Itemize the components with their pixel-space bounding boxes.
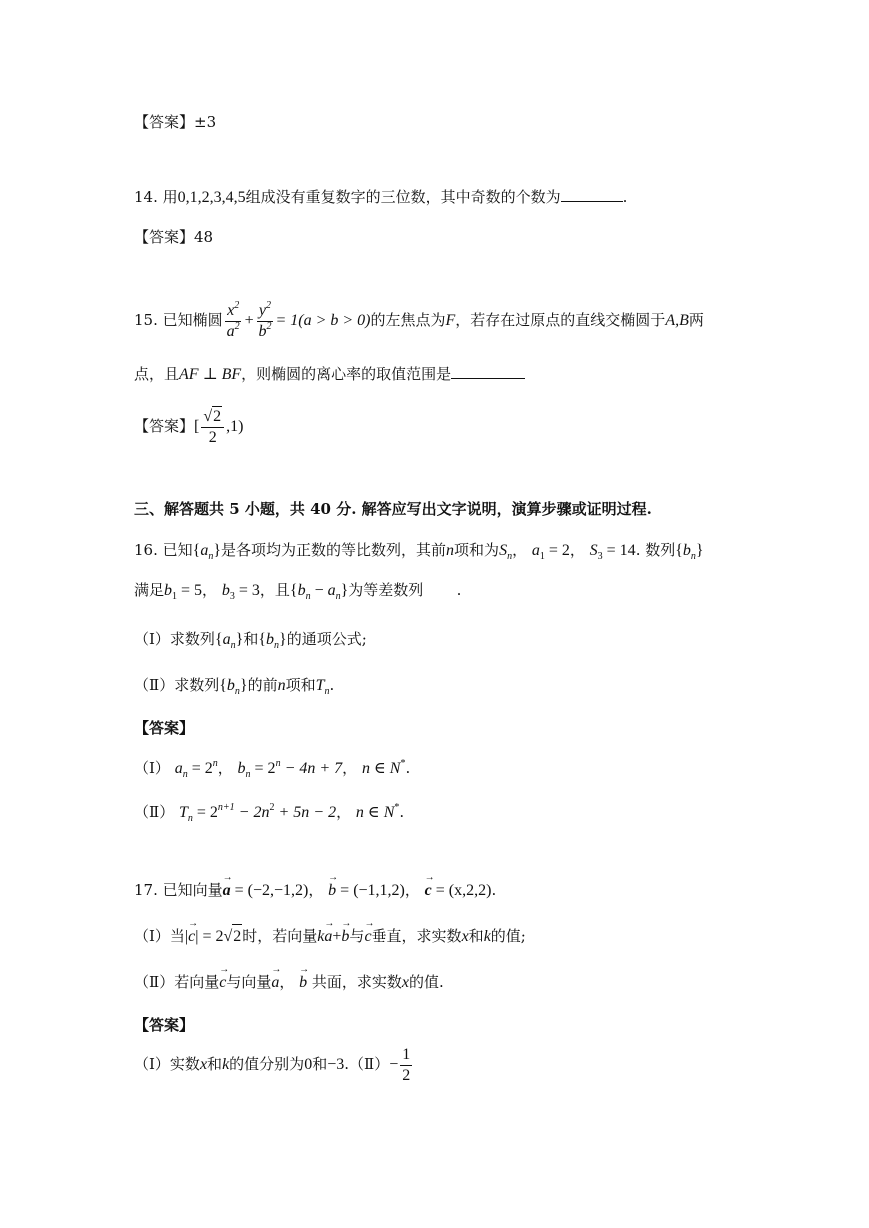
- question-17: 17. 已知向量→ a = (−2,−1,2)， → b = (−1,1,2)， → c = (x,2,2).: [134, 878, 496, 903]
- question-text: 两: [688, 311, 704, 329]
- question-16-part1: （Ⅰ）求数列$\{a_n\}$和$\{b_n\}$的通项公式;: [134, 630, 367, 651]
- question-text: 共面，求实数: [311, 973, 402, 991]
- question-text: （Ⅰ）当: [134, 927, 185, 945]
- question-16-line2: 满足$b_1 = 5$， $b_3 = 3$，且$\{b_n - a_n\}$为等差数列 .: [134, 581, 462, 602]
- question-text: 与向量: [226, 973, 272, 991]
- answer-17-body: （Ⅰ）实数x和k的值分别为0和−3.（Ⅱ）− $\frac{1}{2}$: [134, 1045, 411, 1084]
- question-text: ，且: [259, 581, 290, 599]
- question-text: 垂直，求实数: [371, 927, 462, 945]
- answer-label: 【答案】: [134, 417, 195, 435]
- answer-13: [134, 110, 216, 134]
- fraction-y: $\frac{y^2}{b^2}$: [258, 299, 272, 340]
- answer-16-part2: （Ⅱ） $T_n = 2^{n+1} - 2n^2 + 5n - 2$， n ∈ N*.: [134, 802, 405, 824]
- question-text: 是各项均为正数的等比数列，其前: [221, 541, 447, 559]
- question-number: 15.: [134, 311, 158, 329]
- answer-blank: [561, 187, 623, 202]
- part-label: （Ⅱ）: [134, 803, 175, 821]
- answer-text: .（Ⅱ）: [344, 1055, 390, 1073]
- question-text: 组成没有重复数字的三位数，其中奇数的个数为: [245, 188, 561, 206]
- question-text: 和: [243, 630, 259, 648]
- answer-17-label: 【答案】: [134, 1016, 195, 1034]
- question-text: 和: [468, 927, 484, 945]
- fraction-sqrt2-over-2: $\frac{√2}{2}$: [201, 406, 224, 448]
- section-heading: 三、解答题共 5 小题，共 40 分. 解答应写出文字说明，演算步骤或证明过程.: [134, 500, 652, 518]
- question-text: 时，若向量: [242, 927, 318, 945]
- math-condition: AF ⊥ BF: [179, 366, 242, 383]
- fraction-x: $\frac{x^2}{a^2}$: [226, 299, 240, 340]
- question-text: 的通项公式;: [286, 630, 367, 648]
- question-text: 的值.: [409, 973, 444, 991]
- question-number: 16.: [134, 541, 158, 559]
- question-text: 为等差数列: [348, 581, 424, 599]
- bracket: ,1): [226, 418, 244, 435]
- question-text: 用: [162, 188, 178, 206]
- answer-14: [134, 225, 213, 249]
- question-16-part2: （Ⅱ）求数列$\{b_n\}$的前n项和$T_n$.: [134, 676, 335, 697]
- part-label: （Ⅰ）: [134, 759, 170, 777]
- question-text: . 数列: [635, 541, 676, 559]
- math-digits: 0,1,2,3,4,5: [177, 189, 246, 206]
- question-text: .: [622, 188, 628, 206]
- math-var: n: [446, 542, 455, 559]
- question-text: 项和为: [454, 541, 500, 559]
- question-text: 点，且: [134, 365, 180, 383]
- fraction-one-half: $\frac{1}{2}$: [402, 1045, 411, 1084]
- question-text: 已知向量: [162, 881, 223, 899]
- question-text: （Ⅱ）若向量: [134, 973, 220, 991]
- answer-text: 和: [207, 1055, 223, 1073]
- question-number: 14.: [134, 188, 158, 206]
- question-16: 16. 已知$\{a_n\}$是各项均为正数的等比数列，其前n项和为$S_n$， $a_1 = 2$， $S_3 = 14$. 数列$\{b_n\}$: [134, 541, 704, 562]
- answer-label: 【答案】: [134, 113, 195, 131]
- question-text: 的值;: [490, 927, 526, 945]
- math-points: A,B: [665, 312, 689, 329]
- answer-value: ±3: [194, 113, 217, 131]
- question-text: ，则椭圆的离心率的取值范围是: [241, 365, 452, 383]
- question-text: 已知椭圆: [162, 311, 223, 329]
- answer-text: 和: [312, 1055, 328, 1073]
- answer-15: [134, 402, 243, 451]
- question-text: 满足: [134, 581, 165, 599]
- bracket: [: [194, 418, 200, 435]
- answer-blank: [451, 364, 525, 379]
- question-text: 与: [349, 927, 365, 945]
- question-text: 的左焦点为: [370, 311, 446, 329]
- question-text: （Ⅰ）求数列: [134, 630, 215, 648]
- question-text: 的前: [247, 676, 278, 694]
- question-15: 15. 已知椭圆 $\frac{x^2}{a^2}$ + $\frac{y^2}{b^2}$ = 1(a > b > 0)的左焦点为F，若存在过原点的直线交椭圆于A,B两: [134, 299, 704, 340]
- answer-16-part1: （Ⅰ） $a_n = 2^n$， $b_n = 2^n - 4n + 7$， n ∈ N*.: [134, 758, 411, 780]
- answer-text: （Ⅰ）实数: [134, 1055, 200, 1073]
- question-15-line2: [134, 362, 525, 387]
- math-focus: F: [445, 312, 456, 329]
- question-17-part2: （Ⅱ）若向量→ c与向量→ a， → b 共面，求实数x的值.: [134, 970, 444, 995]
- math-equation: = 1(a > b > 0): [275, 312, 371, 329]
- question-number: 17.: [134, 881, 158, 899]
- answer-text: 的值分别为: [229, 1055, 305, 1073]
- answer-value: 48: [194, 228, 214, 246]
- answer-16-label: 【答案】: [134, 719, 195, 737]
- question-text: （Ⅱ）求数列: [134, 676, 220, 694]
- question-text: 已知: [162, 541, 193, 559]
- question-17-part1: （Ⅰ）当|→ c| = 2√2时，若向量k→ a+→ b与→ c垂直，求实数x和k的值;: [134, 924, 526, 949]
- answer-label: 【答案】: [134, 228, 195, 246]
- question-text: ，若存在过原点的直线交椭圆于: [455, 311, 666, 329]
- question-text: 项和: [285, 676, 316, 694]
- question-14: [134, 185, 627, 210]
